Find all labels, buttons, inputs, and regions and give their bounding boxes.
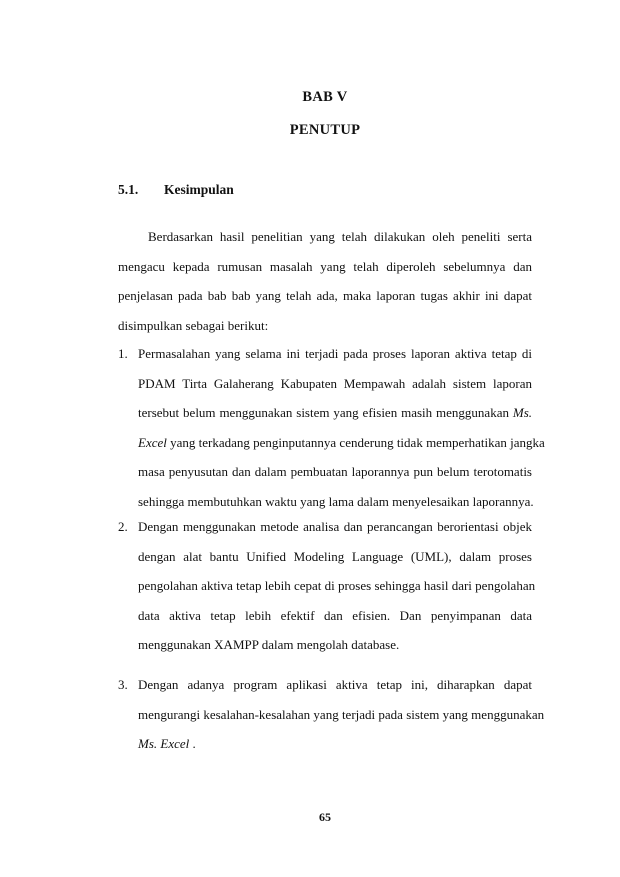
list-item-line: dengan alat bantu Unified Modeling Language (UML), dalam proses bbox=[138, 548, 532, 564]
list-item-line bbox=[138, 398, 532, 428]
list-item-line: masa penyusutan dan dalam pembuatan laporannya pun belum terotomatis bbox=[138, 464, 532, 479]
italic-term: Excel bbox=[138, 434, 167, 450]
list-item-number: 3. bbox=[118, 677, 128, 692]
list-item-line: Dengan adanya program aplikasi aktiva tetap ini, diharapkan dapat bbox=[138, 677, 532, 692]
list-item-line: sehingga membutuhkan waktu yang lama dalam menyelesaikan laporannya. bbox=[138, 493, 534, 509]
list-item-line: Permasalahan yang selama ini terjadi pada proses laporan aktiva tetap di bbox=[138, 346, 532, 361]
list-item-line: mengurangi kesalahan-kesalahan yang terjadi pada sistem yang menggunakan bbox=[138, 706, 545, 722]
paragraph-line: Berdasarkan hasil penelitian yang telah dilakukan oleh peneliti serta bbox=[148, 229, 532, 244]
list-item-body bbox=[138, 670, 545, 759]
paragraph-line: disimpulkan sebagai berikut: bbox=[118, 317, 269, 333]
list-item-line bbox=[138, 428, 545, 458]
list-item-number: 1. bbox=[118, 346, 128, 361]
section-title: Kesimpulan bbox=[164, 182, 234, 197]
chapter-title: PENUTUP bbox=[289, 122, 361, 138]
list-item-line: data aktiva tetap lebih efektif dan efisien. Dan penyimpanan data bbox=[138, 607, 532, 623]
list-item-body bbox=[138, 512, 536, 660]
list-item-number: 2. bbox=[118, 519, 128, 534]
list-item-text: yang terkadang penginputannya cenderung tidak memperhatikan jangka bbox=[170, 434, 545, 450]
list-item-body bbox=[138, 339, 545, 516]
chapter-number: BAB V bbox=[302, 89, 348, 105]
intro-paragraph bbox=[118, 222, 532, 340]
list-item-text: . bbox=[189, 736, 196, 751]
list-item-line bbox=[138, 729, 532, 759]
italic-term: Ms. Excel bbox=[138, 736, 190, 751]
page-number: 65 bbox=[319, 810, 331, 824]
list-item-line: Dengan menggunakan metode analisa dan perancangan berorientasi objek bbox=[138, 519, 532, 534]
list-item-line: PDAM Tirta Galaherang Kabupaten Mempawah adalah sistem laporan bbox=[138, 375, 532, 391]
list-item-line: pengolahan aktiva tetap lebih cepat di proses sehingga hasil dari pengolahan bbox=[138, 578, 536, 593]
italic-term: Ms. bbox=[512, 405, 532, 420]
section-number: 5.1. bbox=[118, 182, 139, 197]
section-heading bbox=[118, 182, 234, 198]
list-item-line: menggunakan XAMPP dalam mengolah database. bbox=[138, 637, 400, 652]
paragraph-line: penjelasan pada bab bab yang telah ada, maka laporan tugas akhir ini dapat bbox=[118, 288, 532, 303]
paragraph-line: mengacu kepada rumusan masalah yang telah diperoleh sebelumnya dan bbox=[118, 258, 532, 274]
list-item-text: tersebut belum menggunakan sistem yang efisien masih menggunakan bbox=[138, 405, 513, 420]
